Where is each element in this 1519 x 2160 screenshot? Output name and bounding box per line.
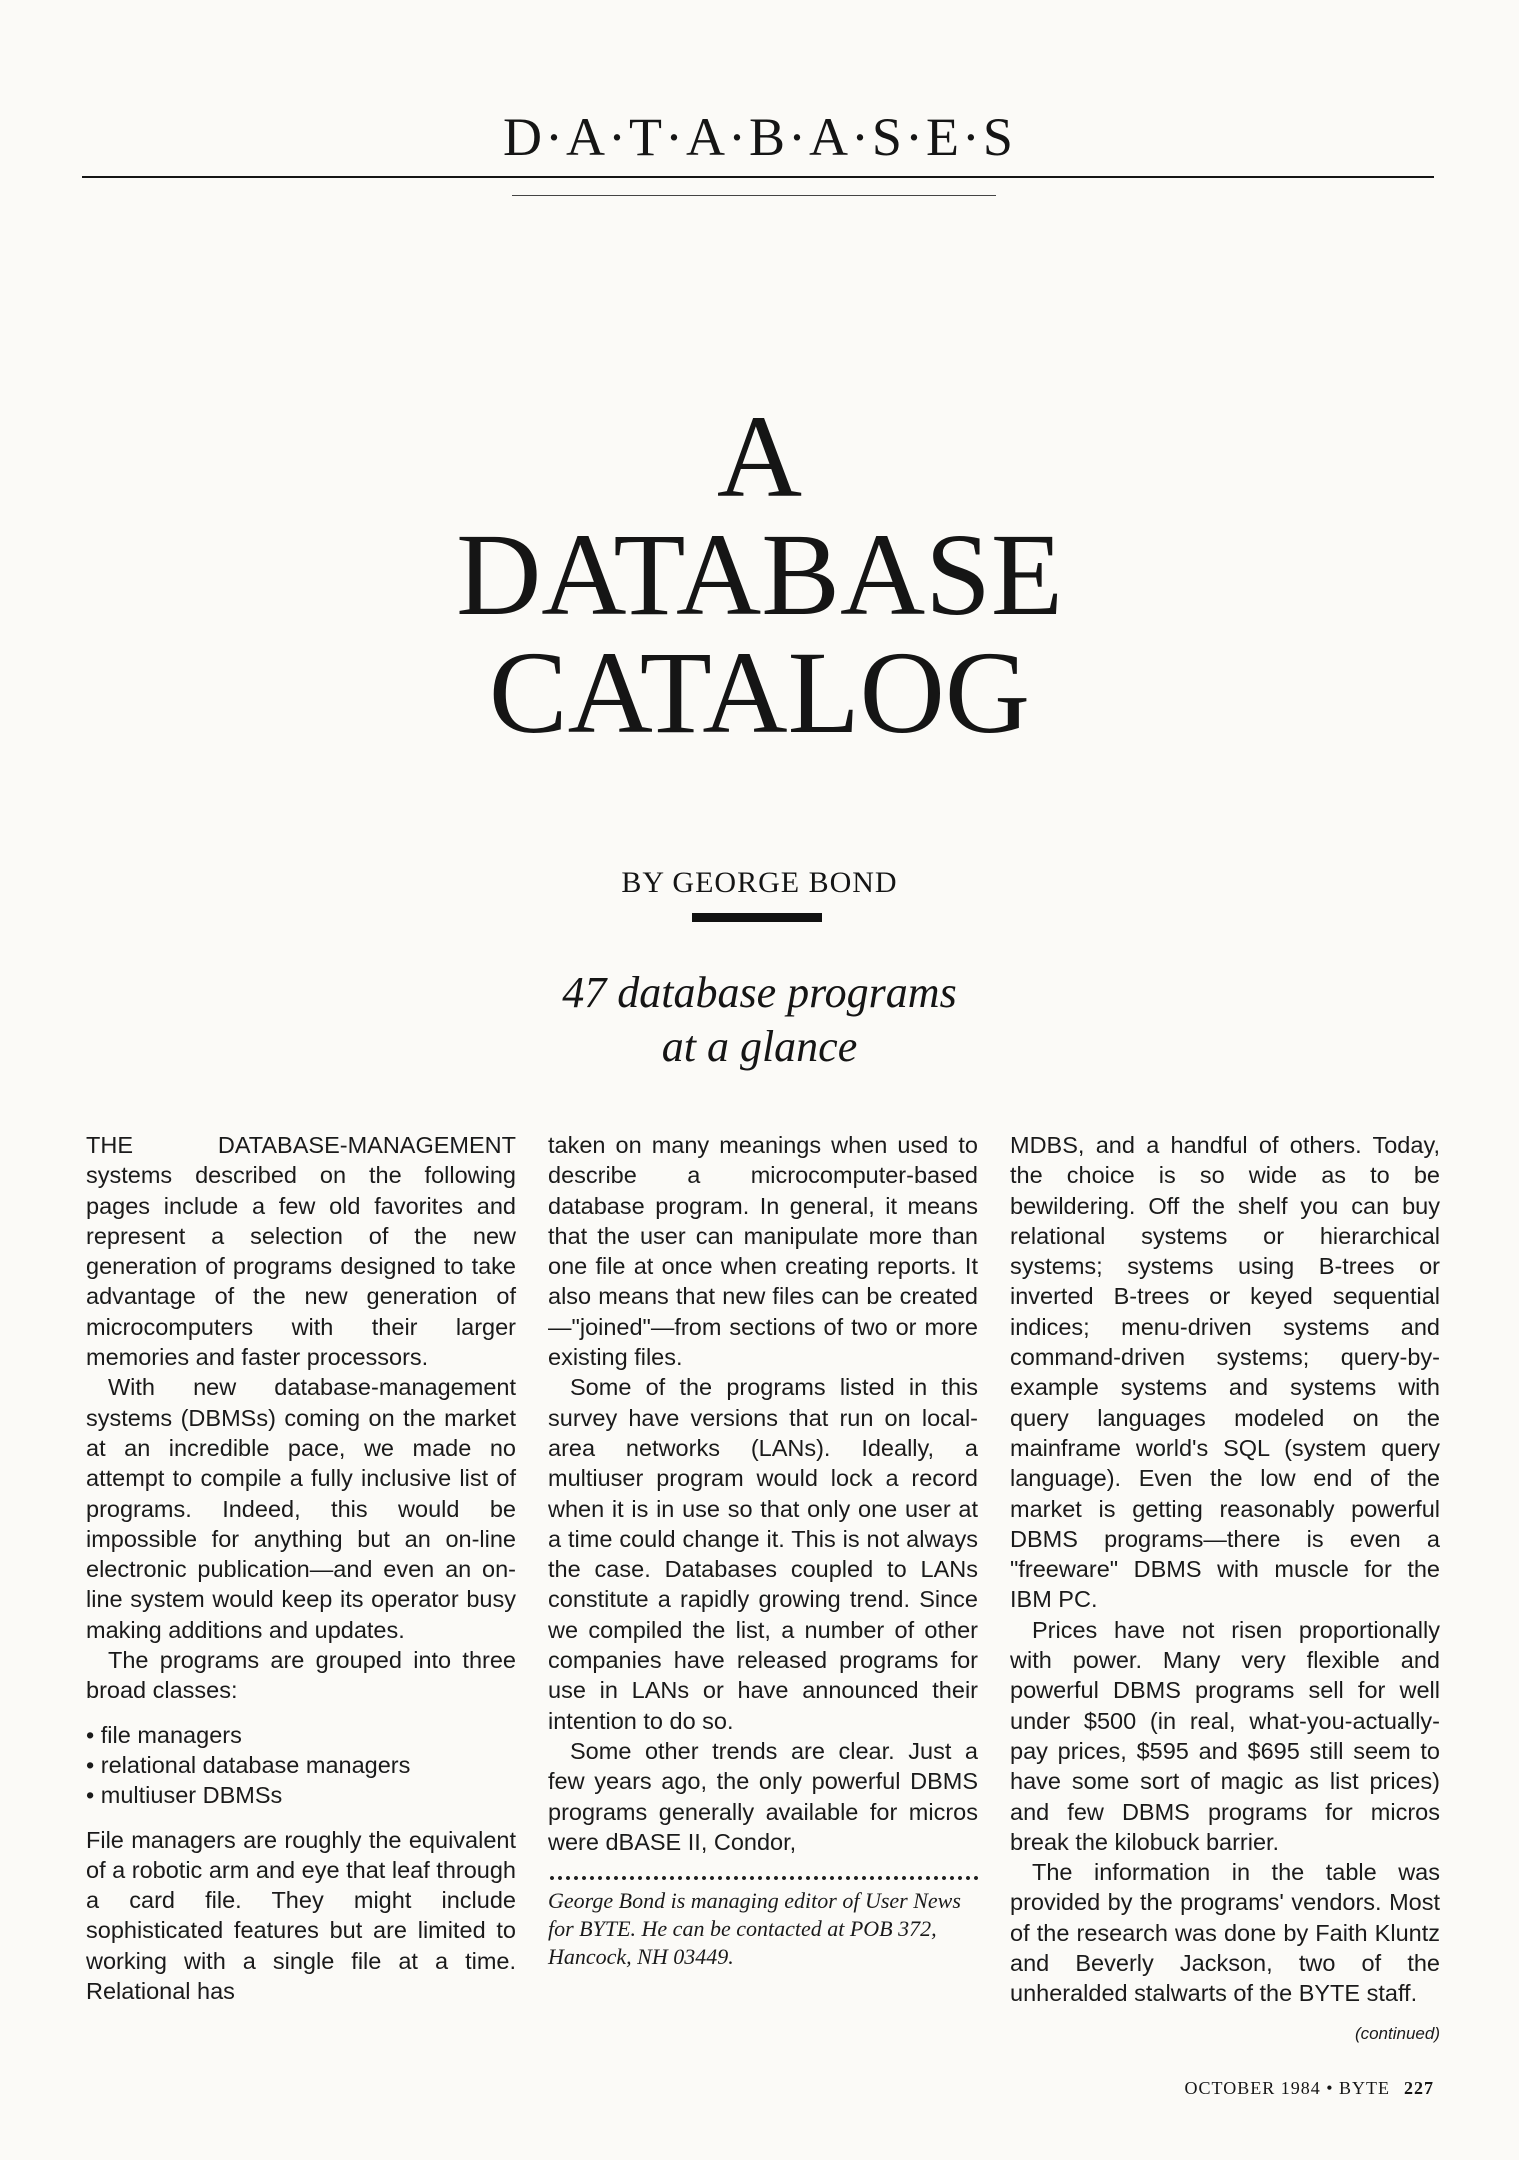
page-footer xyxy=(1185,2078,1434,2099)
deck-line-1: 47 database programs xyxy=(562,968,957,1017)
author-bio: George Bond is managing editor of User News for BYTE. He can be contacted at POB 372, Hancock, NH 03449. xyxy=(548,1888,961,1970)
body-column-1 xyxy=(86,1130,516,2006)
issue-label: OCTOBER 1984 • BYTE xyxy=(1184,2078,1390,2098)
title-line-2: DATABASE xyxy=(456,509,1063,640)
paragraph: taken on many meanings when used to describe a microcomputer-based database program. In general, it means that the user can manipulate more than one file at once when creating reports. It also means that new files can be created—"joined"—from sections of two or more existing files. xyxy=(548,1132,978,1371)
paragraph: Some of the programs listed in this survey have versions that run on local-area networks (LANs). Ideally, a multiuser program would lock a record when it is in use so that only one user at a time could change it. This is not always the case. Databases coupled to LANs constitute a rapidly growing trend. Since we compiled the list, a number of other companies have released programs for use in LANs or have announced their intention to do so. xyxy=(548,1374,978,1734)
list-item: • relational database managers xyxy=(86,1750,516,1780)
article-title xyxy=(0,391,1519,758)
deck xyxy=(0,966,1519,1074)
continued-label: (continued) xyxy=(1354,2023,1440,2043)
section-heading: D·A·T·A·B·A·S·E·S xyxy=(503,107,1016,167)
list-item: • file managers xyxy=(86,1720,516,1750)
title-line-3: CATALOG xyxy=(488,627,1031,758)
paragraph: Some other trends are clear. Just a few years ago, the only powerful DBMS programs generally available for micros were dBASE II, Condor, xyxy=(548,1737,978,1855)
body-column-2 xyxy=(548,1130,978,1971)
paragraph: The information in the table was provided by the programs' vendors. Most of the research was done by Faith Kluntz and Beverly Jackson, two of the unheralded stalwarts of the BYTE staff. xyxy=(1010,1859,1440,2007)
byline-bar xyxy=(692,913,822,922)
header-subrule xyxy=(512,195,996,196)
header-rule xyxy=(82,176,1434,178)
byline: BY GEORGE BOND xyxy=(621,866,898,899)
paragraph: With new database-management systems (DBMSs) coming on the market at an incredible pace, we made no attempt to compile a fully inclusive list of programs. Indeed, this would be impossible for anything but an on-line electronic publication—and even an on-line system would keep its operator busy making additions and updates. xyxy=(86,1374,516,1643)
class-list xyxy=(86,1720,516,1811)
dotted-rule xyxy=(548,1875,978,1881)
deck-line-2: at a glance xyxy=(661,1022,858,1071)
paragraph: THE DATABASE-MANAGEMENT systems described on the following pages include a few old favorites and represent a selection of the new generation of programs designed to take advantage of the new generation of microcomputers with their larger memories and faster processors. xyxy=(86,1132,516,1371)
paragraph: Prices have not risen proportionally with power. Many very flexible and powerful DBMS programs sell for well under $500 (in real, what-you-actually-pay prices, $595 and $695 still seem to have some sort of magic as list prices) and few DBMS programs for micros break the kilobuck barrier. xyxy=(1010,1616,1440,1855)
paragraph: MDBS, and a handful of others. Today, the choice is so wide as to be bewildering. Off the shelf you can buy relational systems or hierarchical systems; systems using B-trees or inverted B-trees or keyed sequential indices; menu-driven systems and command-driven systems; query-by-example systems and systems with query languages modeled on the mainframe world's SQL (system query language). Even the low end of the market is getting reasonably powerful DBMS programs—there is even a "freeware" DBMS with muscle for the IBM PC. xyxy=(1010,1132,1440,1613)
list-item: • multiuser DBMSs xyxy=(86,1780,516,1810)
paragraph: File managers are roughly the equivalent of a robotic arm and eye that leaf through a card file. They might include sophisticated features but are limited to working with a single file at a time. Relational has xyxy=(86,1826,516,2005)
page-number: 227 xyxy=(1404,2078,1434,2098)
paragraph: The programs are grouped into three broad classes: xyxy=(86,1647,516,1704)
body-column-3 xyxy=(1010,1130,1440,2049)
title-line-1: A xyxy=(716,391,803,522)
